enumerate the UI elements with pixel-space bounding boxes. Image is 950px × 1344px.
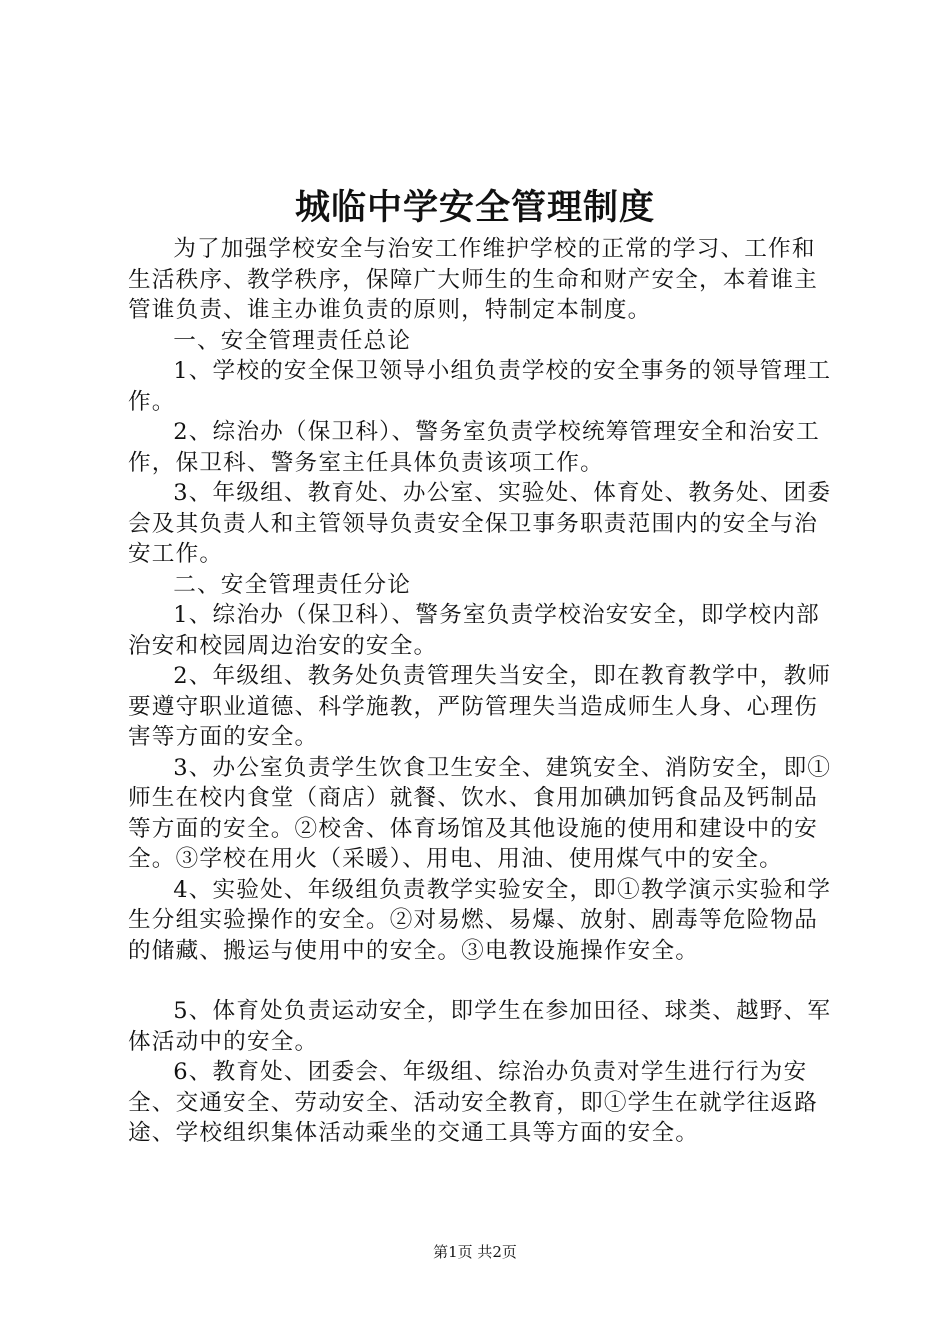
general-item-3: 3、年级组、教育处、办公室、实验处、体育处、教务处、团委会及其负责人和主管领导负责安全保卫事务职责范围内的安全与治安工作。 (128, 480, 832, 567)
page-footer: 第1页 共2页 (433, 1243, 517, 1261)
specific-item-1: 1、综治办（保卫科）、警务室负责学校治安安全，即学校内部治安和校园周边治安的安全。 (128, 602, 820, 659)
specific-item-3: 3、办公室负责学生饮食卫生安全、建筑安全、消防安全，即①师生在校内食堂（商店）就餐、饮水、食用加碘加钙食品及钙制品等方面的安全。②校舍、体育场馆及其他设施的使用和建设中的安全。③学校在用火（采暖）、用电、用油、使用煤气中的安全。 (128, 754, 832, 872)
specific-item-6: 6、教育处、团委会、年级组、综治办负责对学生进行行为安全、交通安全、劳动安全、活动安全教育，即①学生在就学往返路途、学校组织集体活动乘坐的交通工具等方面的安全。 (128, 1059, 819, 1146)
intro-paragraph: 为了加强学校安全与治安工作维护学校的正常的学习、工作和生活秩序、教学秩序，保障广大师生的生命和财产安全，本着谁主管谁负责、谁主办谁负责的原则，特制定本制度。 (128, 236, 819, 323)
section-heading-specific: 二、安全管理责任分论 (173, 571, 412, 598)
specific-item-5: 5、体育处负责运动安全，即学生在参加田径、球类、越野、军体活动中的安全。 (128, 998, 832, 1055)
document-body (128, 234, 836, 1149)
section-heading-general: 一、安全管理责任总论 (173, 327, 412, 354)
specific-item-2: 2、年级组、教务处负责管理失当安全，即在教育教学中，教师要遵守职业道德、科学施教，严防管理失当造成师生人身、心理伤害等方面的安全。 (128, 663, 832, 750)
general-item-2: 2、综治办（保卫科）、警务室负责学校统筹管理安全和治安工作，保卫科、警务室主任具体负责该项工作。 (128, 419, 820, 476)
general-item-1: 1、学校的安全保卫领导小组负责学校的安全事务的领导管理工作。 (128, 358, 832, 415)
document-title: 城临中学安全管理制度 (294, 187, 655, 228)
specific-item-4: 4、实验处、年级组负责教学实验安全，即①教学演示实验和学生分组实验操作的安全。②对易燃、易爆、放射、剧毒等危险物品的储藏、搬运与使用中的安全。③电教设施操作安全。 (128, 876, 832, 964)
